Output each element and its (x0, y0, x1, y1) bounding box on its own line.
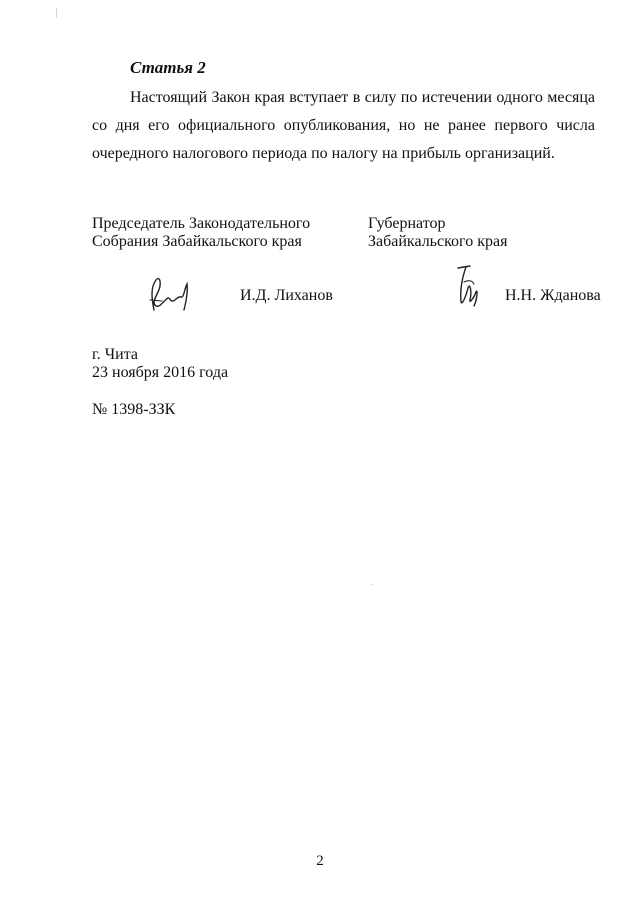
article-heading: Статья 2 (130, 58, 206, 77)
left-signatory-title-line1: Председатель Законодательного (92, 215, 311, 232)
page-number: 2 (316, 853, 324, 869)
scan-speck (372, 584, 373, 585)
scan-speck (56, 8, 57, 18)
right-signatory-name: Н.Н. Жданова (505, 287, 601, 304)
left-signatory-name: И.Д. Лиханов (240, 287, 333, 304)
right-signatory-title-line1: Губернатор (368, 215, 446, 232)
place-text: г. Чита (92, 346, 139, 363)
right-signature-icon (448, 262, 488, 312)
date-text: 23 ноября 2016 года (92, 364, 229, 381)
left-signature-icon (140, 270, 200, 318)
document-number: № 1398-ЗЗК (92, 401, 176, 418)
article-text: Настоящий Закон края вступает в силу по истечении одного месяца со дня его официального опубликования, но не ранее первого числа очередного налогового периода по налогу на прибыль организаций. (92, 89, 595, 162)
right-signatory-title-line2: Забайкальского края (368, 233, 508, 250)
left-signatory-title-line2: Собрания Забайкальского края (92, 233, 302, 250)
